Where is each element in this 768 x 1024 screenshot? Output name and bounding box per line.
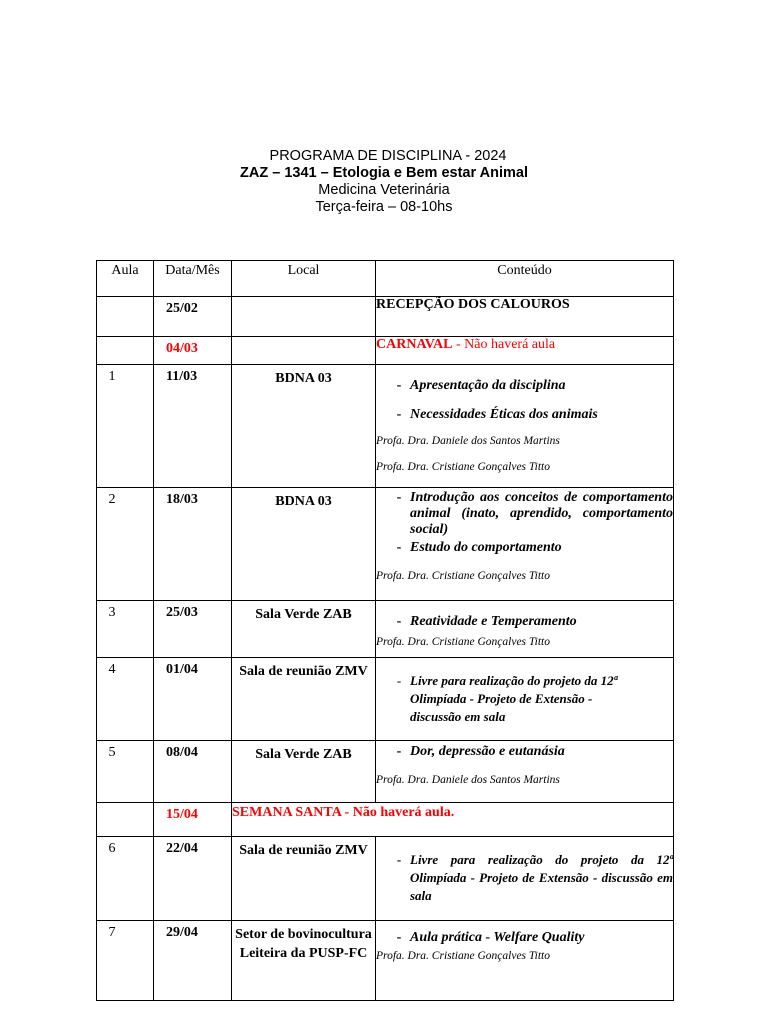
list-item: - Dor, depressão e eutanásia [396,744,565,759]
column-header-local: Local [232,261,376,297]
list-item: - Apresentação da disciplina [396,378,566,393]
local-cell: Sala Verde ZAB [232,601,376,658]
local-cell: Sala Verde ZAB [232,741,376,803]
local-cell: Sala de reunião ZMV [232,658,376,741]
date-cell: 04/03 [154,337,232,365]
document-header [0,148,768,216]
content-cell [376,921,674,1001]
table-row [97,488,674,601]
professor-name: Profa. Dra. Daniele dos Santos Martins [376,435,560,447]
aula-cell: 5 [97,741,154,803]
local-cell: BDNA 03 [232,365,376,488]
content-cell [376,365,674,488]
professor-name: Profa. Dra. Cristiane Gonçalves Titto [376,950,550,962]
professor-name: Profa. Dra. Cristiane Gonçalves Titto [376,461,550,473]
column-header-conteudo: Conteúdo [376,261,674,297]
table-row [97,837,674,921]
schedule-table [96,260,674,1001]
aula-cell: 1 [97,365,154,488]
list-item: - Livre para realização do projeto da 12ª Olimpíada - Projeto de Extensão - discussão em sala [396,673,618,724]
content-cell [376,837,674,921]
holiday-note: - Não haverá aula [452,337,556,352]
table-row [97,601,674,658]
table-row [97,741,674,803]
local-cell [232,337,376,365]
list-item: - Livre para realização do projeto da 12ª Olimpíada - Projeto de Extensão - discussão em sala [396,852,673,903]
program-title: PROGRAMA DE DISCIPLINA - 2024 [269,148,507,164]
table-header-row [97,261,674,297]
date-cell: 25/03 [154,601,232,658]
date-cell: 11/03 [154,365,232,488]
local-cell: BDNA 03 [232,488,376,601]
content-cell [376,601,674,658]
date-cell: 22/04 [154,837,232,921]
table-row [97,921,674,1001]
content-cell [376,658,674,741]
content-cell [376,488,674,601]
table-row [97,803,674,837]
aula-cell: 6 [97,837,154,921]
course-program: Medicina Veterinária [318,182,450,198]
aula-cell: 3 [97,601,154,658]
date-cell: 18/03 [154,488,232,601]
local-cell: Sala de reunião ZMV [232,837,376,921]
table-row [97,658,674,741]
list-item: - Necessidades Éticas dos animais [396,407,598,422]
content-note: RECEPÇÃO DOS CALOUROS [376,297,674,337]
table-row [97,297,674,337]
date-cell: 29/04 [154,921,232,1001]
local-cell [232,297,376,337]
professor-name: Profa. Dra. Cristiane Gonçalves Titto [376,636,550,648]
date-cell: 25/02 [154,297,232,337]
date-cell: 08/04 [154,741,232,803]
aula-cell [97,337,154,365]
date-cell: 15/04 [154,803,232,837]
column-header-aula: Aula [97,261,154,297]
list-item: - Estudo do comportamento [396,540,562,555]
course-title: ZAZ – 1341 – Etologia e Bem estar Animal [240,165,528,181]
aula-cell: 2 [97,488,154,601]
professor-name: Profa. Dra. Daniele dos Santos Martins [376,774,560,786]
aula-cell: 7 [97,921,154,1001]
list-item: - Aula prática - Welfare Quality [396,930,585,945]
date-cell: 01/04 [154,658,232,741]
professor-name: Profa. Dra. Cristiane Gonçalves Titto [376,570,550,582]
holiday-note: SEMANA SANTA - Não haverá aula. [232,803,674,837]
table-row [97,337,674,365]
content-note [376,337,674,365]
local-cell: Setor de bovinocultura Leiteira da PUSP-FC [232,921,376,1001]
list-item: - Introdução aos conceitos de comportamento animal (inato, aprendido, comportamento social) [396,490,673,537]
aula-cell [97,297,154,337]
content-cell [376,741,674,803]
column-header-data: Data/Mês [154,261,232,297]
table-row [97,365,674,488]
aula-cell: 4 [97,658,154,741]
aula-cell [97,803,154,837]
holiday-label: CARNAVAL [376,337,453,352]
list-item: - Reatividade e Temperamento [396,614,577,629]
schedule-time: Terça-feira – 08-10hs [315,199,453,215]
